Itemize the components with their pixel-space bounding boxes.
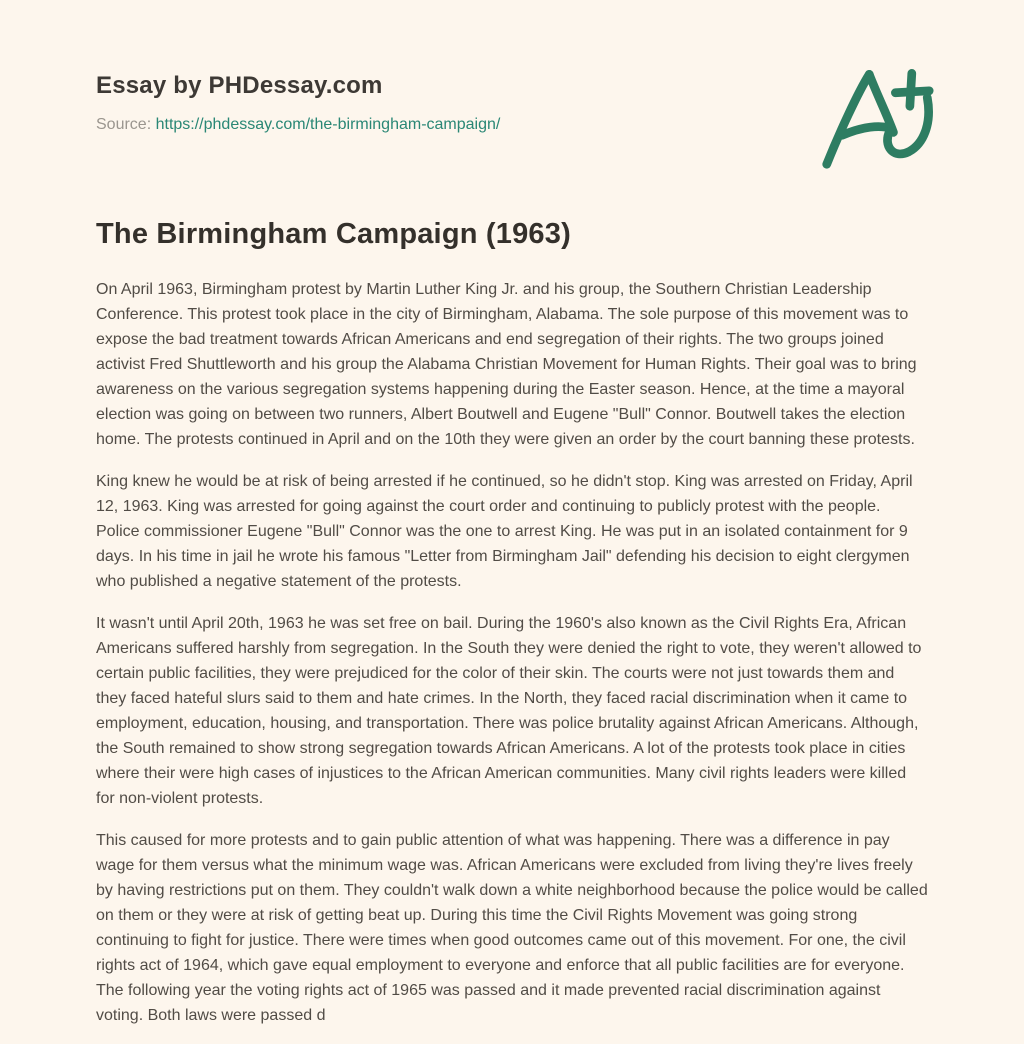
essay-paragraph-3: It wasn't until April 20th, 1963 he was set free on bail. During the 1960's also known as the Civil Rights Era, African Americans suffered harshly from segregation. In the South they were denied the right to vote, they weren't allowed to certain public facilities, they were prejudiced for the color of their skin. The courts were not just towards them and they faced hateful slurs said to them and hate crimes. In the North, they faced racial discrimination when it came to employment, education, housing, and transportation. There was police brutality against African Americans. Although, the South remained to show strong segregation towards African Americans. A lot of the protests took place in cities where their were high cases of injustices to the African American communities. Many civil rights leaders were killed for non-violent protests. — [96, 615, 922, 807]
a-plus-logo-icon — [814, 56, 940, 172]
essay-paragraph-2: King knew he would be at risk of being arrested if he continued, so he didn't stop. King was arrested on Friday, April 12, 1963. King was arrested for going against the court order and continuing to publicly protest with the people. Police commissioner Eugene "Bull" Connor was the one to arrest King. He was put in an isolated containment for 9 days. In his time in jail he wrote his famous "Letter from Birmingham Jail" defending his decision to eight clergymen who published a negative statement of the protests. — [96, 473, 913, 590]
page-header — [96, 72, 928, 134]
source-label: Source: — [96, 116, 152, 133]
source-line — [96, 116, 928, 134]
essay-paragraph-1: On April 1963, Birmingham protest by Martin Luther King Jr. and his group, the Southern Christian Leadership Conference. This protest took place in the city of Birmingham, Alabama. The sole purpose of this movement was to expose the bad treatment towards African Americans and end segregation of their rights. The two groups joined activist Fred Shuttleworth and his group the Alabama Christian Movement for Human Rights. Their goal was to bring awareness on the various segregation systems happening during the Easter season. Hence, at the time a mayoral election was going on between two runners, Albert Boutwell and Eugene "Bull" Connor. Boutwell takes the election home. The protests continued in April and on the 10th they were given an order by the court banning these protests. — [96, 281, 917, 448]
site-title: Essay by PHDessay.com — [96, 72, 383, 99]
essay-title: The Birmingham Campaign (1963) — [96, 218, 571, 250]
source-url-link[interactable]: https://phdessay.com/the-birmingham-campaign/ — [155, 116, 501, 133]
essay-body — [96, 218, 928, 1028]
essay-paragraph-4: This caused for more protests and to gain public attention of what was happening. There was a difference in pay wage for them versus what the minimum wage was. African Americans were excluded from living they're lives freely by having restrictions put on them. They couldn't walk down a white neighborhood because the police would be called on them or they were at risk of getting beat up. During this time the Civil Rights Movement was going strong continuing to fight for justice. There were times when good outcomes came out of this movement. For one, the civil rights act of 1964, which gave equal employment to everyone and enforce that all public facilities are for everyone. The following year the voting rights act of 1965 was passed and it made prevented racial discrimination against voting. Both laws were passed d — [96, 832, 928, 1024]
